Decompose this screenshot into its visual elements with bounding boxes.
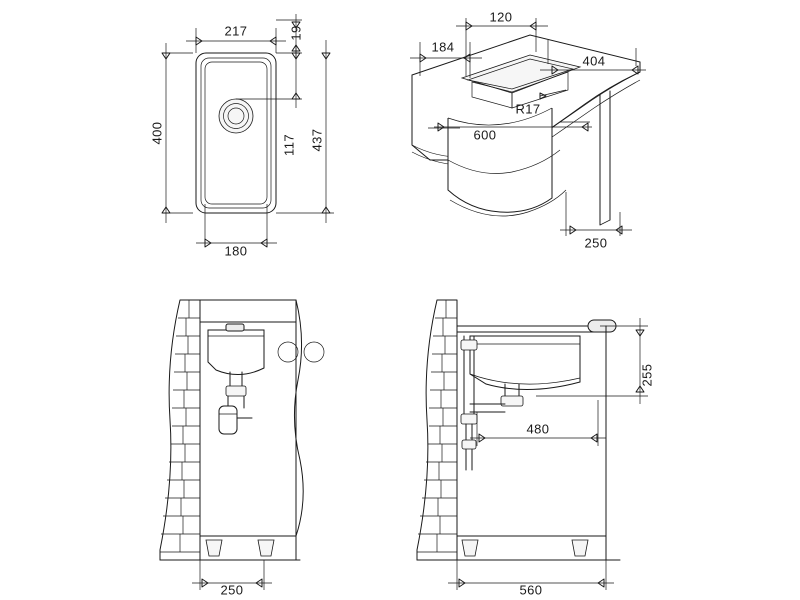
dim-label-184: 184 bbox=[431, 39, 455, 55]
knob-circle-1 bbox=[278, 342, 298, 362]
dim-label-437: 437 bbox=[309, 128, 325, 152]
foot-left-1 bbox=[206, 540, 222, 556]
wall-profile-right bbox=[417, 300, 457, 560]
drain-outer-circle bbox=[219, 99, 253, 133]
dim-label-117: 117 bbox=[281, 134, 297, 156]
ext-lines-400 bbox=[166, 53, 193, 213]
view-front-section-right bbox=[417, 300, 654, 597]
knob-circle-2 bbox=[304, 342, 324, 362]
dim-label-180: 180 bbox=[224, 243, 248, 259]
sink-section-left bbox=[208, 330, 264, 375]
tap-block-left bbox=[226, 324, 244, 331]
foot-right-1 bbox=[462, 540, 478, 556]
dim-label-480: 480 bbox=[526, 421, 550, 437]
foot-left-2 bbox=[258, 540, 274, 556]
iso-right-support-foot bbox=[600, 220, 610, 225]
standpipe-mid-fitting bbox=[462, 440, 476, 449]
dim-label-560: 560 bbox=[519, 582, 543, 598]
view-top-sink-plan bbox=[149, 14, 334, 258]
foot-right-2 bbox=[572, 540, 588, 556]
dim-label-600: 600 bbox=[473, 127, 497, 143]
dim-label-120: 120 bbox=[489, 9, 513, 25]
view-side-section-left bbox=[160, 300, 324, 597]
dim-label-R17: R17 bbox=[515, 101, 541, 117]
dim-label-255: 255 bbox=[639, 363, 655, 387]
bowl-body-iso bbox=[448, 108, 552, 212]
waste-fitting-left bbox=[226, 386, 246, 396]
view-isometric-worktop bbox=[410, 9, 646, 250]
dim-label-250-left: 250 bbox=[220, 582, 244, 598]
standpipe-bottom-fitting bbox=[461, 414, 477, 424]
bottle-trap-left bbox=[219, 406, 237, 434]
dim-label-400: 400 bbox=[149, 121, 165, 145]
wall-profile-left bbox=[160, 300, 200, 560]
waste-horizontal-run-right bbox=[470, 404, 505, 412]
standpipe-top-fitting bbox=[461, 340, 477, 350]
dim-label-404: 404 bbox=[582, 53, 606, 69]
dim-label-250-iso: 250 bbox=[584, 235, 608, 251]
dim-label-19: 19 bbox=[288, 25, 304, 41]
dim-label-217: 217 bbox=[224, 23, 248, 39]
ext-lines-250-iso bbox=[566, 192, 620, 236]
iso-right-support bbox=[600, 91, 610, 225]
